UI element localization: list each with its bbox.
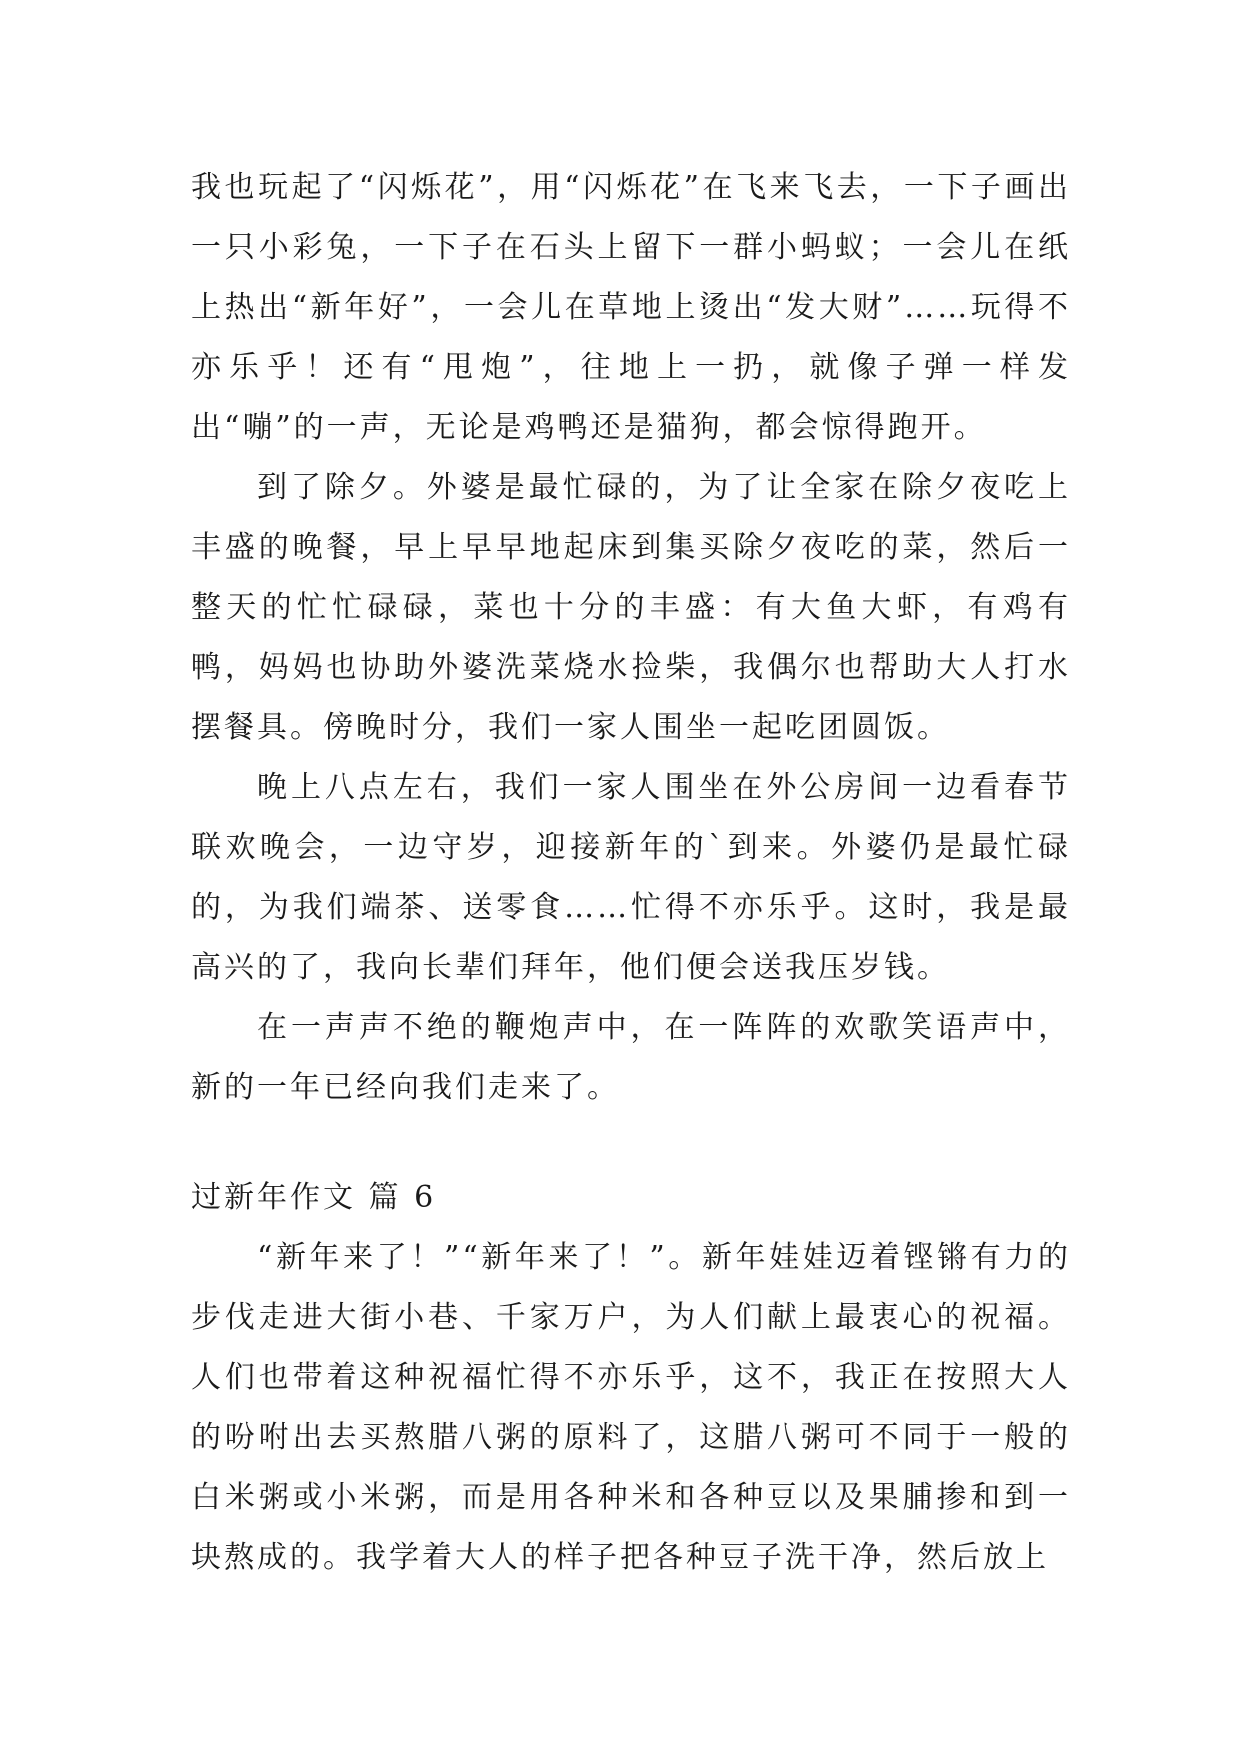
paragraph-spring-festival-gala: 晚上八点左右，我们一家人围坐在外公房间一边看春节联欢晚会，一边守岁，迎接新年的`到来。外婆仍是最忙碌的，为我们端茶、送零食……忙得不亦乐乎。这时，我是最高兴的了，我向长辈们拜年，他们便会送我压岁钱。 [191, 770, 1071, 985]
paragraph-new-year-arrives: 在一声声不绝的鞭炮声中，在一阵阵的欢歌笑语声中，新的一年已经向我们走来了。 [191, 1010, 1071, 1105]
paragraph-fireworks-play: 我也玩起了“闪烁花”，用“闪烁花”在飞来飞去，一下子画出一只小彩兔，一下子在石头上留下一群小蚂蚁；一会儿在纸上热出“新年好”，一会儿在草地上烫出“发大财”……玩得不亦乐乎！还有“甩炮”，往地上一扔，就像子弹一样发出“嘣”的一声，无论是鸡鸭还是猫狗，都会惊得跑开。 [191, 170, 1071, 445]
section-heading: 过新年作文 篇 6 [191, 1180, 437, 1215]
paragraph-new-years-eve: 到了除夕。外婆是最忙碌的，为了让全家在除夕夜吃上丰盛的晚餐，早上早早地起床到集买除夕夜吃的菜，然后一整天的忙忙碌碌，菜也十分的丰盛：有大鱼大虾，有鸡有鸭，妈妈也协助外婆洗菜烧水捡柴，我偶尔也帮助大人打水摆餐具。傍晚时分，我们一家人围坐一起吃团圆饭。 [191, 470, 1071, 745]
document-body [191, 158, 1071, 1588]
paragraph-laba-porridge: “新年来了！”“新年来了！”。新年娃娃迈着铿锵有力的步伐走进大街小巷、千家万户，为人们献上最衷心的祝福。人们也带着这种祝福忙得不亦乐乎，这不，我正在按照大人的吩咐出去买熬腊八粥的原料了，这腊八粥可不同于一般的白米粥或小米粥，而是用各种米和各种豆以及果脯掺和到一块熬成的。我学着大人的样子把各种豆子洗干净，然后放上 [191, 1240, 1071, 1575]
